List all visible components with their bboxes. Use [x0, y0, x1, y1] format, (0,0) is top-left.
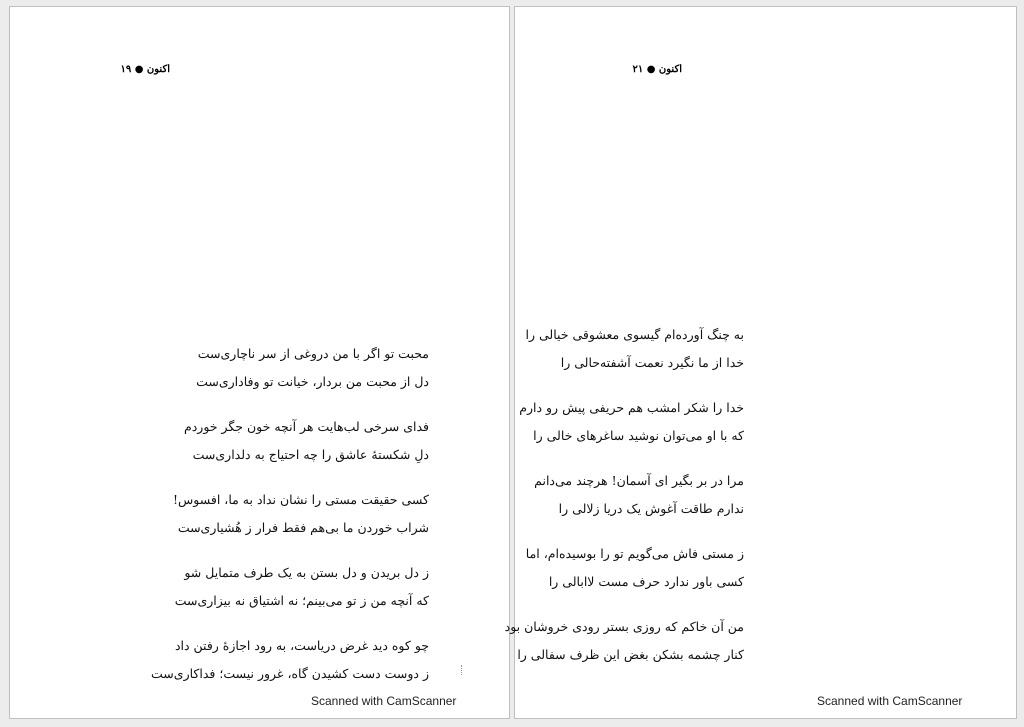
stanza — [504, 321, 744, 378]
poem — [129, 340, 429, 705]
page-header: اکنون ● ۲۱ — [632, 64, 682, 75]
verse: ز دل بریدن و دل بستن به یک طرف متمایل شو — [184, 565, 429, 580]
verse: فدای سرخی لب‌هایت هر آنچه خون جگر خوردم — [184, 419, 429, 434]
scanner-watermark: Scanned with CamScanner — [311, 694, 457, 708]
scan-artifact — [461, 665, 464, 675]
stanza — [504, 613, 744, 670]
stanza — [504, 394, 744, 451]
scanner-watermark: Scanned with CamScanner — [817, 694, 963, 708]
stanza — [129, 559, 429, 616]
verse: خدا را شکر امشب هم حریفی پیش رو دارم — [519, 400, 744, 415]
page-header: اکنون ● ۱۹ — [120, 64, 170, 75]
verse: ز مستی فاش می‌گویم تو را بوسیده‌ام، اما — [525, 546, 744, 561]
verse: من آن خاکم که روزی بستر رودی خروشان بود — [504, 619, 744, 634]
page-right — [504, 6, 1017, 719]
stanza — [504, 467, 744, 524]
stanza — [129, 486, 429, 543]
stanza — [129, 413, 429, 470]
verse: ز دوست دست کشیدن گاه، غرور نیست؛ فداکاری‌ست — [151, 666, 429, 681]
verse: چو کوه دید غرض دریاست، به رود اجازهٔ رفتن داد — [174, 638, 429, 653]
verse: محبت تو اگر با من دروغی از سر ناچاری‌ست — [197, 346, 429, 361]
verse: شراب خوردن ما بی‌هم فقط فرار ز هُشیاری‌ست — [177, 520, 429, 535]
verse: کنار چشمه بشکن بغض این ظرف سفالی را — [517, 647, 744, 662]
verse: کسی باور ندارد حرف مست لاابالی را — [548, 574, 744, 589]
verse: ندارم طاقت آغوش یک دریا زلالی را — [558, 501, 744, 516]
poem — [504, 321, 744, 686]
verse: خدا از ما نگیرد نعمت آشفته‌حالی را — [560, 355, 744, 370]
verse: که آنچه من ز تو می‌بینم؛ نه اشتیاق نه بیزاری‌ست — [174, 593, 429, 608]
stanza — [504, 540, 744, 597]
verse: دل از محبت من بردار، خیانت تو وفاداری‌ست — [196, 374, 429, 389]
stanza — [129, 632, 429, 689]
verse: کسی حقیقت مستی را نشان نداد به ما، افسوس! — [172, 492, 429, 507]
verse: دلِ شکستهٔ عاشق را چه احتیاج به دلداری‌ست — [192, 447, 429, 462]
stanza — [129, 340, 429, 397]
verse: مرا در بر بگیر ای آسمان! هرچند می‌دانم — [534, 473, 744, 488]
page-left — [9, 6, 510, 719]
verse: که با او می‌توان نوشید ساغرهای خالی را — [533, 428, 744, 443]
verse: به چنگ آورده‌ام گیسوی معشوقی خیالی را — [525, 327, 744, 342]
